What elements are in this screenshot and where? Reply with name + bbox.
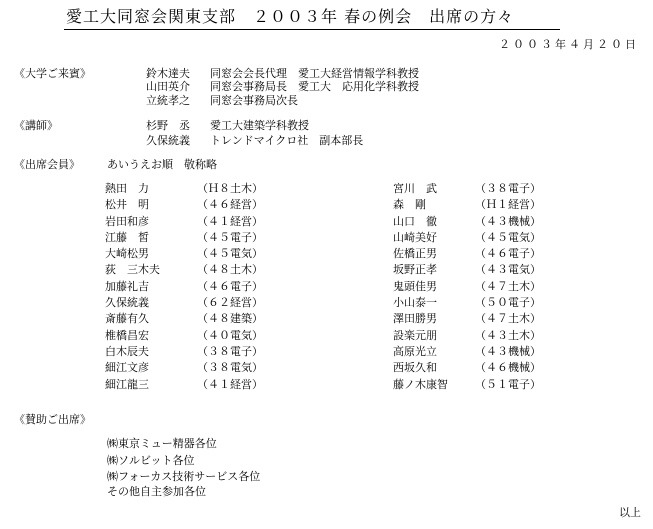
member-name: 高原光立 [393, 344, 437, 358]
member-name: 森 剛 [393, 198, 426, 212]
member-affiliation: （４１経営） [197, 214, 263, 228]
document-date: ２００３年４月２０日 [499, 38, 639, 51]
guest-desc: 同窓会事務局次長 [210, 94, 298, 107]
member-affiliation: （４８建築） [197, 312, 263, 326]
members-left-column [105, 182, 305, 394]
member-name: 江藤 皙 [105, 230, 149, 244]
member-row [393, 215, 593, 231]
guest-desc: 同窓会会長代理 愛工大経営情報学科教授 [210, 67, 419, 80]
guest-name: 立統孝之 [146, 94, 190, 107]
member-name: 松井 明 [105, 198, 149, 212]
member-affiliation: （４０電気） [197, 328, 263, 342]
title-underline [64, 29, 560, 30]
member-name: 椎橋昌宏 [105, 328, 149, 342]
member-row [393, 296, 593, 312]
member-row [393, 198, 593, 214]
member-row [393, 361, 593, 377]
member-name: 小山泰一 [393, 296, 437, 310]
member-affiliation: （Ｈ１経営） [475, 198, 541, 212]
member-affiliation: （６２経営） [197, 296, 263, 310]
member-row [393, 329, 593, 345]
member-name: 斎藤有久 [105, 312, 149, 326]
member-affiliation: （４１経営） [197, 377, 263, 391]
member-name: 岩田和彦 [105, 214, 149, 228]
member-name: 熱田 力 [105, 182, 149, 195]
member-row [393, 263, 593, 279]
member-name: 細江龍三 [105, 377, 149, 391]
member-name: 坂野正孝 [393, 263, 437, 277]
member-row [105, 280, 305, 296]
member-name: 山口 徹 [393, 214, 437, 228]
sponsors-heading: 《賛助ご出席》 [14, 413, 91, 426]
sponsor-item: ㈱フォーカス技術サービス各位 [107, 470, 261, 483]
member-row [105, 312, 305, 328]
lecturer-name: 杉野 丞 [146, 119, 190, 132]
member-affiliation: （４３機械） [475, 214, 541, 228]
member-affiliation: （４３電気） [475, 263, 541, 277]
member-affiliation: （３８電気） [197, 361, 263, 375]
member-row [105, 263, 305, 279]
member-name: 荻 三木夫 [105, 263, 160, 277]
member-row [105, 345, 305, 361]
member-affiliation: （４６経営） [197, 198, 263, 212]
member-row [105, 215, 305, 231]
member-row [393, 378, 593, 394]
member-row [105, 329, 305, 345]
member-name: 大崎松男 [105, 247, 149, 261]
member-name: 久保統義 [105, 296, 149, 310]
lecturers-heading: 《講師》 [14, 119, 58, 132]
member-row [105, 378, 305, 394]
member-name: 藤ノ木康智 [393, 377, 448, 391]
member-affiliation: （Ｈ８土木） [197, 182, 263, 195]
guest-desc: 同窓会事務局長 愛工大 応用化学科教授 [210, 80, 419, 93]
members-note: あいうえお順 敬称略 [107, 158, 217, 171]
guest-name: 山田英介 [146, 80, 190, 93]
member-row [105, 182, 305, 198]
member-row [393, 247, 593, 263]
member-row [393, 280, 593, 296]
member-row [105, 231, 305, 247]
member-affiliation: （３８電子） [475, 182, 541, 195]
member-name: 加藤礼吉 [105, 279, 149, 293]
member-affiliation: （４７土木） [475, 312, 541, 326]
member-name: 西坂久和 [393, 361, 437, 375]
member-affiliation: （４６機械） [475, 361, 541, 375]
lecturer-desc: 愛工大建築学科教授 [210, 119, 309, 132]
sponsor-item: ㈱東京ミュー精器各位 [107, 437, 217, 450]
member-name: 白木辰夫 [105, 344, 149, 358]
sponsor-item: ㈱ソルビット各位 [107, 454, 195, 467]
member-affiliation: （４５電子） [197, 230, 263, 244]
member-name: 設楽元朋 [393, 328, 437, 342]
member-row [393, 182, 593, 198]
member-affiliation: （３８電子） [197, 344, 263, 358]
member-row [393, 345, 593, 361]
member-affiliation: （４３土木） [475, 328, 541, 342]
lecturer-name: 久保統義 [146, 134, 190, 147]
member-row [393, 231, 593, 247]
member-name: 山崎美好 [393, 230, 437, 244]
member-affiliation: （４５電気） [475, 230, 541, 244]
member-name: 鬼頭佳男 [393, 279, 437, 293]
member-affiliation: （４６電子） [197, 279, 263, 293]
member-row [105, 247, 305, 263]
closing-mark: 以上 [619, 506, 641, 519]
lecturer-desc: トレンドマイクロ社 副本部長 [210, 134, 364, 147]
member-row [393, 312, 593, 328]
members-right-column [393, 182, 593, 394]
guests-heading: 《大学ご来賓》 [14, 67, 91, 80]
member-affiliation: （４３機械） [475, 344, 541, 358]
member-affiliation: （４８土木） [197, 263, 263, 277]
member-row [105, 296, 305, 312]
member-affiliation: （４７土木） [475, 279, 541, 293]
members-heading: 《出席会員》 [14, 158, 80, 171]
member-row [105, 198, 305, 214]
page-title: 愛工大同窓会関東支部 ２００３年 春の例会 出席の方々 [66, 7, 515, 26]
member-affiliation: （４６電子） [475, 247, 541, 261]
member-name: 澤田勝男 [393, 312, 437, 326]
sponsor-item: その他自主参加各位 [107, 485, 206, 498]
member-affiliation: （５１電子） [475, 377, 541, 391]
member-name: 細江文彦 [105, 361, 149, 375]
member-row [105, 361, 305, 377]
guest-name: 鈴木達夫 [146, 67, 190, 80]
member-name: 宮川 武 [393, 182, 437, 195]
member-affiliation: （４５電気） [197, 247, 263, 261]
member-name: 佐橋正男 [393, 247, 437, 261]
member-affiliation: （５０電子） [475, 296, 541, 310]
